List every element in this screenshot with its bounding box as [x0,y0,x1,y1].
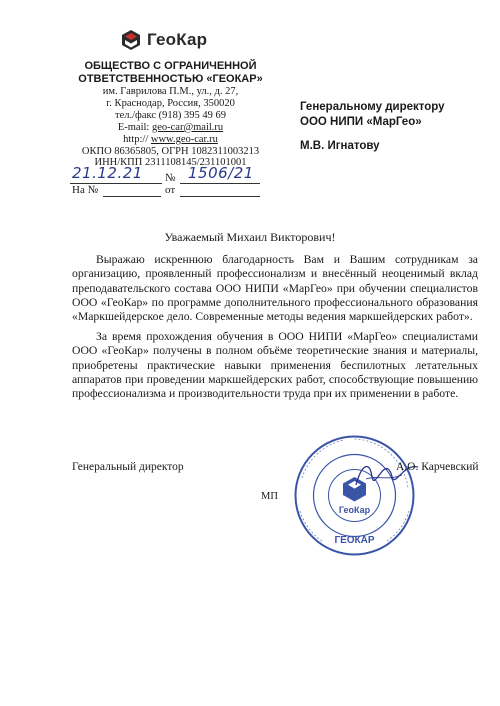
addressee-position: Генеральному директору [300,101,445,113]
geokar-logo-icon [120,29,142,51]
email-link[interactable]: geo-car@mail.ru [151,121,224,133]
inn-line: ИНН/КПП 2311108145/231101001 [94,157,247,169]
reply-number-line [103,196,161,197]
signer-name: А.О. Карчевский [396,461,479,473]
paragraph-2: За время прохождения обучения в ООО НИПИ «МарГео» специалистами ООО «ГеоКар» получены в полном объёме теоретические знания и материалы, приобретены практические навыки применения беспилотных летательных аппаратов при проведении маркшейдерских работ, способствующие повышению профессионализма и производительности труда при их применении в работе. [72,330,478,401]
address-line: им. Гаврилова П.М., ул., д. 27, [102,86,239,97]
address-line: г. Краснодар, Россия, 350020 [106,97,235,109]
number-underline [180,183,260,184]
reply-label: На № [72,184,99,196]
salutation: Уважаемый Михаил Викторович! [164,230,336,244]
website-link[interactable]: www.geo-car.ru [150,133,218,145]
company-logo [120,26,270,54]
company-name [38,60,303,86]
letter-number: 1506/21 [188,164,254,182]
email-line [38,122,303,134]
number-prefix: № [165,172,176,184]
email-label: E-mail: [117,121,150,133]
company-name-line: ОБЩЕСТВО С ОГРАНИЧЕННОЙ [84,60,257,72]
reply-date-line [180,196,260,197]
company-name-line: ОТВЕТСТВЕННОСТЬЮ «ГЕОКАР» [78,73,263,85]
paragraph-1: Выражаю искреннюю благодарность Вам и Вашим сотрудникам за организацию, проявленный профессионализм и внесённый неоценимый вклад преподавательского состава ООО НИПИ «МарГео» при обучении специалистов ООО «ГеоКар» по программе дополнительного профессионального образования «Маркшейдерское дело. Современные методы ведения маркшейдерских работ». [72,253,478,324]
addressee-block [300,100,480,129]
letter-date: 21.12.21 [72,164,143,182]
company-stamp [292,433,417,558]
stamp-bottom-text: ГЕОКАР [334,535,375,546]
seal-label: МП [261,491,278,502]
addressee-name: М.В. Игнатову [300,140,380,152]
signer-position: Генеральный директор [72,461,184,473]
logo-text: ГеоКар [147,30,208,49]
okpo-line: ОКПО 86365805, ОГРН 1082311003213 [81,145,260,157]
addressee-organization: ООО НИПИ «МарГео» [300,115,422,128]
company-address [38,86,303,169]
phone-line: тел./факс (918) 395 49 69 [115,109,226,121]
from-label: от [165,184,176,196]
website-line [38,134,303,146]
http-label: http:// [123,133,149,145]
stamp-center-text: ГеоКар [338,505,371,515]
